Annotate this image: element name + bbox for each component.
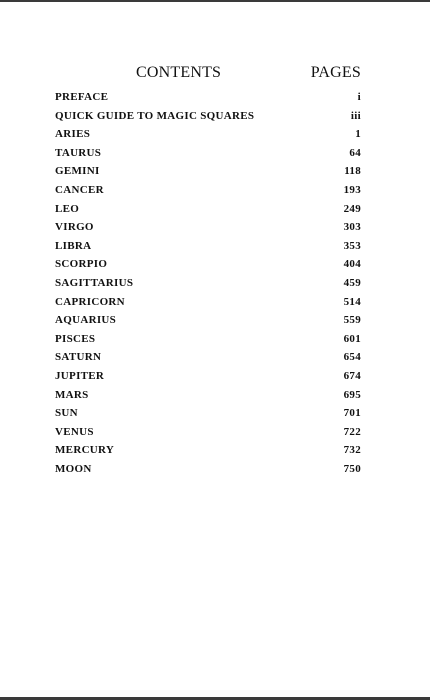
toc-page-number: 601: [343, 332, 361, 345]
toc-entry-aries: [55, 125, 361, 144]
toc-title: SCORPIO: [55, 258, 108, 271]
toc-entry-scorpio: [55, 255, 361, 274]
toc-page-number: 722: [343, 425, 361, 438]
table-of-contents: [55, 88, 361, 478]
toc-page-number: 303: [343, 221, 361, 234]
toc-entry-taurus: [55, 144, 361, 163]
pages-heading: PAGES: [310, 64, 361, 81]
contents-page: [55, 64, 361, 478]
toc-page-number: i: [357, 91, 361, 103]
contents-heading: CONTENTS: [136, 64, 222, 81]
toc-entry-libra: [55, 237, 361, 256]
toc-title: CANCER: [55, 183, 104, 196]
toc-entry-saturn: [55, 348, 361, 367]
toc-page-number: 118: [344, 165, 361, 178]
toc-entry-sun: [55, 404, 361, 423]
toc-entry-mercury: [55, 441, 361, 460]
toc-title: TAURUS: [55, 146, 102, 159]
toc-page-number: 732: [343, 444, 361, 457]
toc-title: ARIES: [55, 128, 91, 141]
toc-entry-pisces: [55, 330, 361, 349]
toc-page-number: 559: [343, 314, 361, 327]
toc-page-number: 674: [343, 369, 361, 382]
toc-entry-quick-guide: [55, 107, 361, 126]
toc-entry-sagittarius: [55, 274, 361, 293]
toc-page-number: 459: [343, 276, 361, 289]
toc-title: SUN: [55, 407, 78, 420]
toc-title: JUPITER: [55, 369, 105, 382]
toc-title: GEMINI: [55, 165, 100, 178]
toc-title: VENUS: [55, 425, 94, 438]
toc-page-number: 64: [349, 146, 361, 159]
toc-title: PREFACE: [55, 91, 109, 103]
toc-entry-preface: [55, 88, 361, 107]
toc-page-number: 193: [343, 183, 361, 196]
toc-title: MARS: [55, 388, 89, 401]
toc-title: SATURN: [55, 351, 102, 364]
toc-page-number: iii: [350, 109, 361, 122]
toc-page-number: 654: [343, 351, 361, 364]
toc-page-number: 695: [343, 388, 361, 401]
toc-page-number: 701: [343, 407, 361, 420]
toc-page-number: 514: [343, 295, 361, 308]
toc-page-number: 249: [343, 202, 361, 215]
top-border: [0, 0, 430, 2]
contents-header: [55, 64, 361, 86]
toc-page-number: 750: [343, 462, 361, 475]
toc-title: AQUARIUS: [55, 314, 117, 327]
toc-entry-mars: [55, 386, 361, 405]
toc-title: CAPRICORN: [55, 295, 125, 308]
toc-entry-venus: [55, 423, 361, 442]
toc-page-number: 353: [343, 239, 361, 252]
toc-entry-leo: [55, 200, 361, 219]
toc-entry-gemini: [55, 162, 361, 181]
toc-entry-cancer: [55, 181, 361, 200]
toc-title: SAGITTARIUS: [55, 276, 134, 289]
toc-entry-virgo: [55, 218, 361, 237]
toc-title: PISCES: [55, 332, 96, 345]
toc-entry-moon: [55, 460, 361, 479]
toc-title: LIBRA: [55, 239, 92, 252]
toc-title: MERCURY: [55, 444, 115, 457]
toc-entry-capricorn: [55, 293, 361, 312]
toc-title: QUICK GUIDE TO MAGIC SQUARES: [55, 109, 255, 122]
toc-title: MOON: [55, 462, 92, 475]
toc-entry-aquarius: [55, 311, 361, 330]
toc-page-number: 404: [343, 258, 361, 271]
toc-title: LEO: [55, 202, 80, 215]
toc-page-number: 1: [355, 128, 361, 141]
toc-entry-jupiter: [55, 367, 361, 386]
toc-title: VIRGO: [55, 221, 94, 234]
